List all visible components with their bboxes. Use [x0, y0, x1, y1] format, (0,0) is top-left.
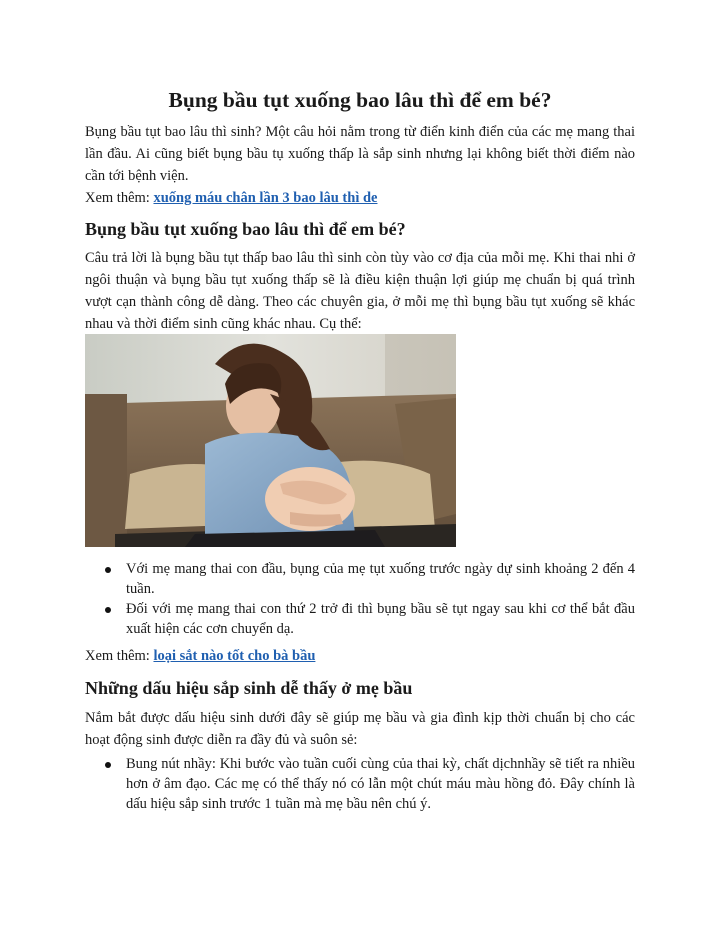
list-item-text: Bung nút nhầy: Khi bước vào tuần cuối cùng của thai kỳ, chất dịchnhầy sẽ tiết ra nhiều hơn ở âm đạo. Các mẹ có thể thấy nó có lẫn một chút máu màu hồng đỏ. Đây chính là dấu hiệu sắp sinh trước 1 tuần mà mẹ bầu nên chú ý.: [126, 756, 635, 812]
page-title: Bụng bầu tụt xuống bao lâu thì để em bé?: [168, 88, 552, 112]
section-heading-1: Bụng bầu tụt xuống bao lâu thì để em bé?: [85, 219, 406, 239]
list-item: [85, 599, 635, 639]
list-item: [85, 754, 635, 814]
list-item-text: Với mẹ mang thai con đầu, bụng của mẹ tụt xuống trước ngày dự sinh khoảng 2 đến 4 tuần.: [126, 561, 635, 597]
see-also-link-1[interactable]: xuống máu chân lần 3 bao lâu thì de: [153, 190, 378, 206]
see-also-label: Xem thêm:: [85, 648, 154, 664]
see-also-1: [85, 187, 635, 209]
section-1-bullets: [85, 559, 635, 639]
section-1-paragraph: Câu trả lời là bụng bầu tụt thấp bao lâu thì sinh còn tùy vào cơ địa của mỗi mẹ. Khi thai nhi ở ngôi thuận và bụng bầu tụt xuống thấp sẽ là điều kiện thuận lợi giúp mẹ chuẩn bị quá trình vượt cạn thành công dễ dàng. Theo các chuyên gia, ở mỗi mẹ thì bụng bầu tụt xuống sẽ khác nhau và thời điểm sinh cũng khác nhau. Cụ thể:: [85, 250, 635, 332]
section-2-bullets: [85, 754, 635, 814]
section-2-paragraph: Nắm bắt được dấu hiệu sinh dưới đây sẽ giúp mẹ bầu và gia đình kịp thời chuẩn bị cho các hoạt động sinh được diễn ra đầy đủ và suôn sẻ:: [85, 710, 635, 748]
bullet-dot: [105, 607, 111, 613]
bullet-dot: [105, 567, 111, 573]
see-also-2: [85, 645, 635, 667]
list-item-text: Đối với mẹ mang thai con thứ 2 trở đi thì bụng bầu sẽ tụt ngay sau khi cơ thể bắt đầu xuất hiện các cơn chuyển dạ.: [126, 601, 635, 637]
bullet-dot: [105, 762, 111, 768]
list-item: [85, 559, 635, 599]
see-also-label: Xem thêm:: [85, 190, 154, 206]
see-also-link-2[interactable]: loại sắt nào tốt cho bà bầu: [153, 648, 316, 664]
section-heading-2: Những dấu hiệu sắp sinh dễ thấy ở mẹ bầu: [85, 678, 413, 698]
intro-paragraph: Bụng bầu tụt bao lâu thì sinh? Một câu hỏi nằm trong từ điển kinh điển của các mẹ mang thai lần đầu. Ai cũng biết bụng bầu tụ xuống thấp là sắp sinh nhưng lại không biết thời điểm nào cần tới bệnh viện.: [85, 124, 635, 184]
pregnant-woman-photo: [85, 334, 456, 547]
